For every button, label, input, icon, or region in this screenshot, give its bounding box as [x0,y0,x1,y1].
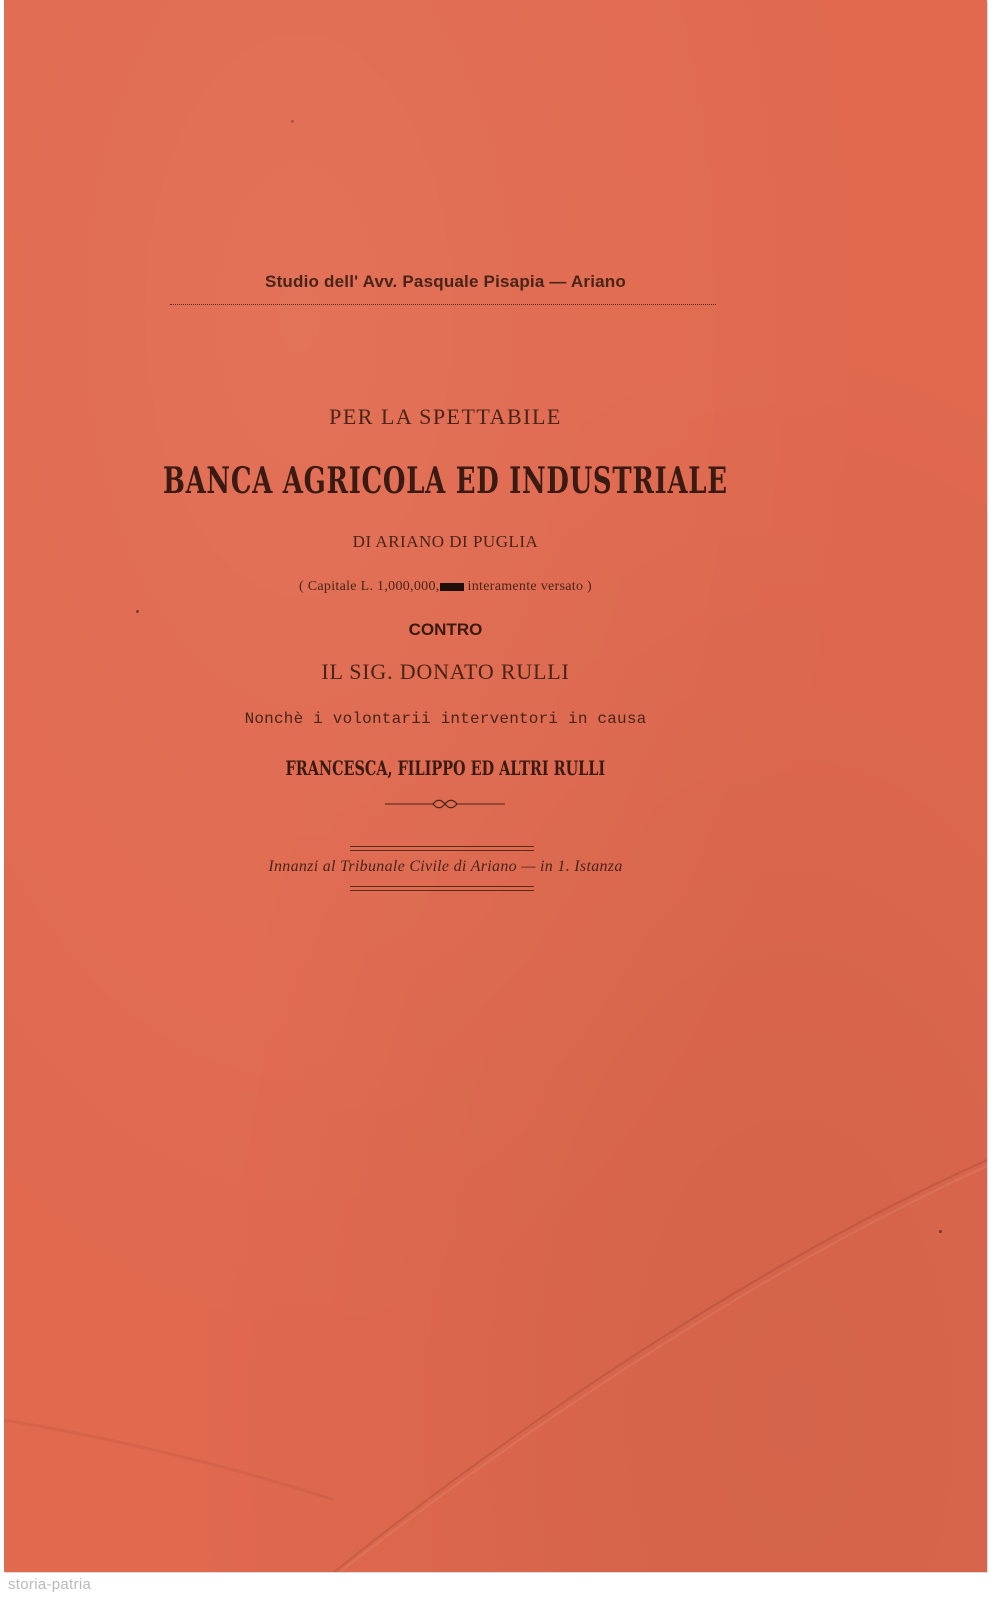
intervenors-intro: Nonchè i volontarii interventori in causa [244,710,647,728]
intervenors-names: FRANCESCA, FILIPPO ED ALTRI RULLI [285,756,606,780]
versus-label: CONTRO [408,620,483,639]
court-rule-top [350,846,534,851]
paper-speck [136,610,139,613]
ink-blot [440,583,464,591]
defendant-name: IL SIG. DONATO RULLI [321,659,570,684]
booklet-cover [4,0,987,1572]
capital-prefix: ( Capitale L. 1,000,000, [298,579,440,594]
capital-suffix: interamente versato ) [467,579,593,594]
paper-crease [4,0,987,1572]
court-instance: Innanzi al Tribunale Civile di Ariano — in 1. Istanza [268,858,623,875]
capital-note [4,579,887,595]
paper-speck [291,120,294,123]
ornament-divider [385,797,505,811]
law-office-header: Studio dell' Avv. Pasquale Pisapia — Ariano [265,272,626,291]
bank-location: DI ARIANO DI PUGLIA [352,532,539,551]
court-rule-bottom [350,886,534,891]
bank-name-title: BANCA AGRICOLA ED INDUSTRIALE [162,460,728,502]
dotted-divider [170,304,716,305]
paper-speck [939,1230,942,1233]
watermark: storia-patria [8,1576,92,1593]
title-intro: PER LA SPETTABILE [329,404,562,429]
